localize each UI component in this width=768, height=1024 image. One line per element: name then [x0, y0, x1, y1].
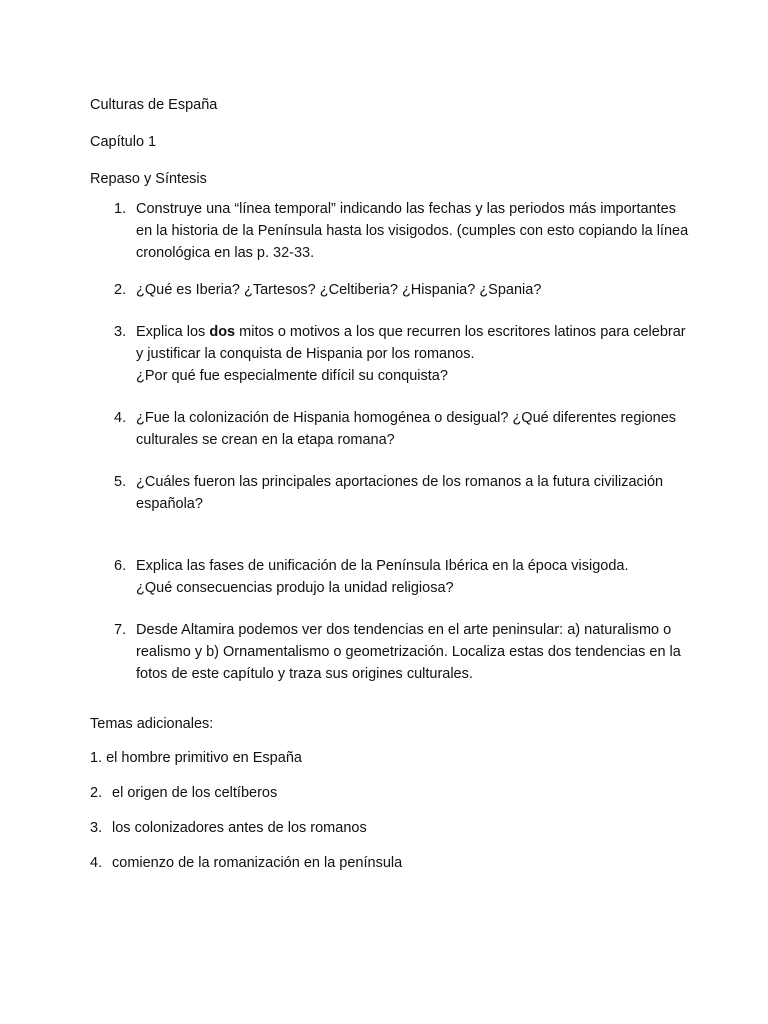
additional-topics-list	[90, 747, 690, 874]
topic-number: 4.	[90, 855, 103, 871]
topic-text: los colonizadores antes de los romanos	[112, 820, 367, 836]
topic-number: 2.	[90, 785, 103, 801]
topic-item	[90, 852, 690, 874]
section-heading: Repaso y Síntesis	[90, 171, 207, 187]
topic-text: el origen de los celtíberos	[112, 785, 278, 801]
question-item	[90, 619, 690, 685]
question-number: 5.	[114, 474, 127, 490]
additional-topics-heading: Temas adicionales:	[90, 716, 214, 732]
question-number: 2.	[114, 282, 127, 298]
emphasized-word: dos	[209, 324, 236, 340]
document-title: Culturas de España	[90, 97, 218, 113]
question-text-part: mitos o motivos a los que recurren los escritores latinos para celebrar y justificar la conquista de Hispania por los romanos.	[136, 324, 686, 362]
question-list	[90, 198, 690, 685]
question-number: 4.	[114, 410, 127, 426]
document-page	[90, 94, 690, 887]
question-text: Desde Altamira podemos ver dos tendencias en el arte peninsular: a) naturalismo o realismo y b) Ornamentalismo o geometrización. Localiza estas dos tendencias en la fotos de este capítulo y traza sus origines culturales.	[136, 622, 681, 682]
question-item	[90, 279, 690, 301]
topic-item	[90, 817, 690, 839]
question-followup: ¿Qué consecuencias produjo la unidad religiosa?	[136, 580, 454, 596]
chapter-heading: Capítulo 1	[90, 134, 157, 150]
question-text-part: Explica los	[136, 324, 210, 340]
topic-text: el hombre primitivo en España	[106, 750, 302, 766]
question-text: ¿Qué es Iberia? ¿Tartesos? ¿Celtiberia? ¿Hispania? ¿Spania?	[136, 282, 542, 298]
question-followup: ¿Por qué fue especialmente difícil su conquista?	[136, 368, 448, 384]
topic-number: 1.	[90, 750, 103, 766]
question-item	[90, 198, 690, 264]
question-text: ¿Cuáles fueron las principales aportaciones de los romanos a la futura civilización española?	[136, 474, 664, 512]
topic-number: 3.	[90, 820, 103, 836]
topic-text: comienzo de la romanización en la península	[112, 855, 403, 871]
question-text-part: Construye una “línea temporal” indicando las fechas y las periodos más importantes en la historia de la Península hasta los visigodos. (cumples con esto copiando la línea cronológica en las p.	[136, 201, 689, 261]
question-text: Explica las fases de unificación de la Península Ibérica en la época visigoda.	[136, 558, 629, 574]
question-item	[90, 407, 690, 451]
question-text	[136, 321, 690, 365]
question-number: 6.	[114, 558, 127, 574]
topic-item	[90, 747, 690, 769]
question-number: 1.	[114, 201, 127, 217]
question-text	[136, 198, 690, 264]
question-text: ¿Fue la colonización de Hispania homogénea o desigual? ¿Qué diferentes regiones culturales se crean en la etapa romana?	[136, 410, 677, 448]
question-number: 3.	[114, 324, 127, 340]
question-text-part: .	[310, 245, 315, 261]
page-reference: 32-33	[269, 245, 311, 261]
question-number: 7.	[114, 622, 127, 638]
question-item	[90, 471, 690, 515]
question-item	[90, 555, 690, 599]
topic-item	[90, 782, 690, 804]
question-item	[90, 321, 690, 387]
